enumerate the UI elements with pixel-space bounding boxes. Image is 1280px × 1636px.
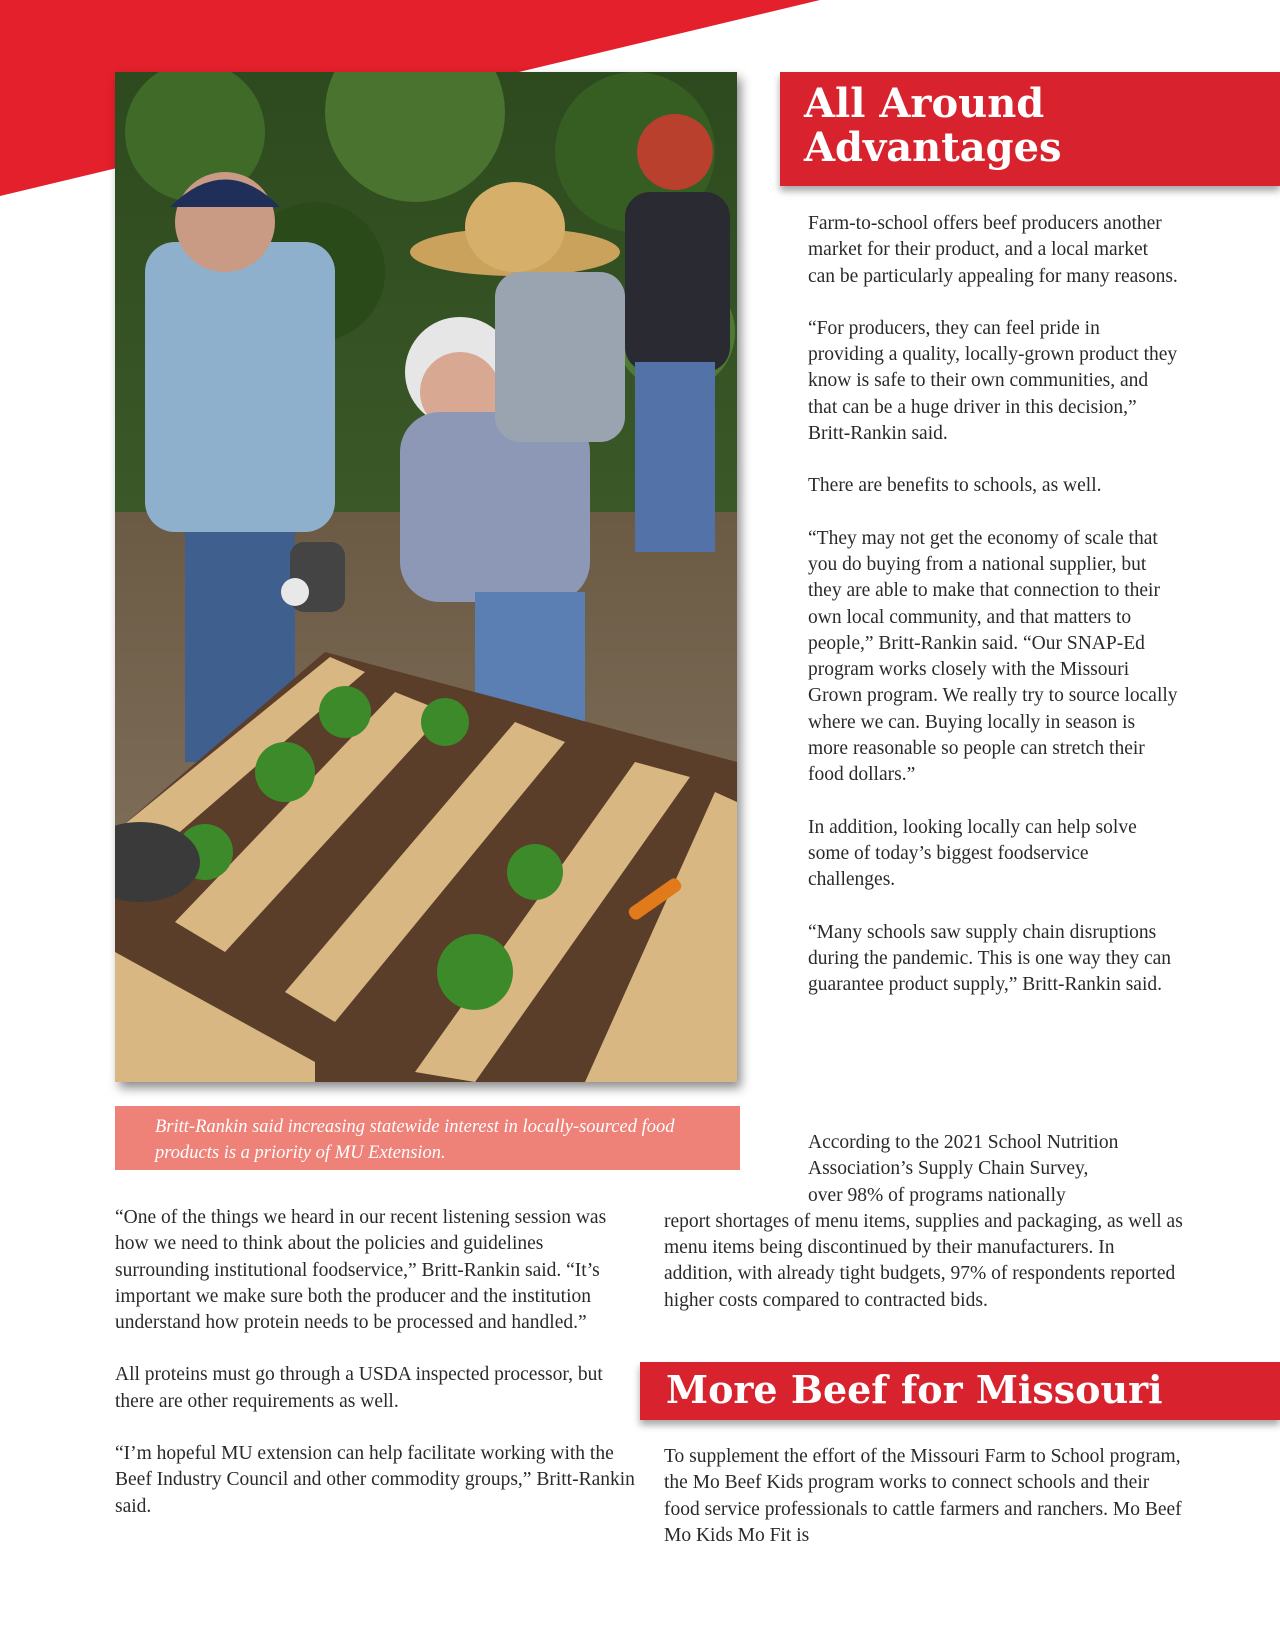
garden-pallet-photo [115, 72, 737, 1082]
paragraph: “One of the things we heard in our recent listening session was how we need to think about the policies and guidelines surrounding institutional foodservice,” Britt-Rankin said. “It’s important we make sure both the producer and the institution understand how protein needs to be processed and handled.” [115, 1207, 607, 1334]
paragraph: In addition, looking locally can help solve some of today’s biggest foodservice challenges. [808, 816, 1137, 891]
paragraph: “Many schools saw supply chain disruptions during the pandemic. This is one way they can guarantee product supply,” Britt-Rankin said. [808, 921, 1172, 996]
paragraph-line: over 98% of programs nationally [808, 1184, 1066, 1206]
paragraph-line: Association’s Supply Chain Survey, [808, 1158, 1089, 1180]
paragraph: “I’m hopeful MU extension can help facilitate working with the Beef Industry Council and other commodity groups,” Britt-Rankin said. [115, 1443, 635, 1517]
paragraph: There are benefits to schools, as well. [808, 475, 1102, 497]
photo-caption: Britt-Rankin said increasing statewide interest in locally-sourced food products is a priority of MU Extension. [115, 1106, 740, 1170]
paragraph: Farm-to-school offers beef producers another market for their product, and a local market can be particularly appealing for many reasons. [808, 213, 1178, 287]
article-column-right-bottom [664, 1444, 1184, 1575]
paragraph: To supplement the effort of the Missouri Farm to School program, the Mo Beef Kids program works to connect schools and their food service professionals to cattle farmers and ranchers. Mo Beef Mo Kids Mo Fit is [664, 1446, 1182, 1546]
section-title: More Beef for Missouri [666, 1367, 1163, 1412]
section-title: All Around Advantages [804, 80, 1062, 171]
section-banner-all-around-advantages [780, 72, 1280, 186]
paragraph-line: According to the 2021 School Nutrition [808, 1132, 1119, 1153]
section-banner-more-beef-for-missouri [640, 1362, 1280, 1420]
paragraph: All proteins must go through a USDA inspected processor, but there are other requirements as well. [115, 1364, 603, 1412]
paragraph: “For producers, they can feel pride in providing a quality, locally-grown product they know is safe to their own communities, and that can be a huge driver in this decision,” Britt-Rankin said. [808, 317, 1178, 445]
survey-paragraph [664, 1130, 1184, 1314]
article-column-right [808, 211, 1178, 1024]
article-column-left [115, 1205, 635, 1546]
paragraph: “They may not get the economy of scale that you do buying from a national supplier, but they are able to make that connection to their own local community, and that matters to people,” Britt-Rankin said. “Our SNAP-Ed program works closely with the Missouri Grown program. We really try to source locally where we can. Buying locally in season is more reasonable so people can stretch their food dollars.” [808, 527, 1178, 786]
paragraph-continuation: report shortages of menu items, supplies and packaging, as well as menu items being discontinued by their manufacturers. In addition, with already tight budgets, 97% of respondents reported higher costs compared to contracted bids. [664, 1210, 1183, 1311]
